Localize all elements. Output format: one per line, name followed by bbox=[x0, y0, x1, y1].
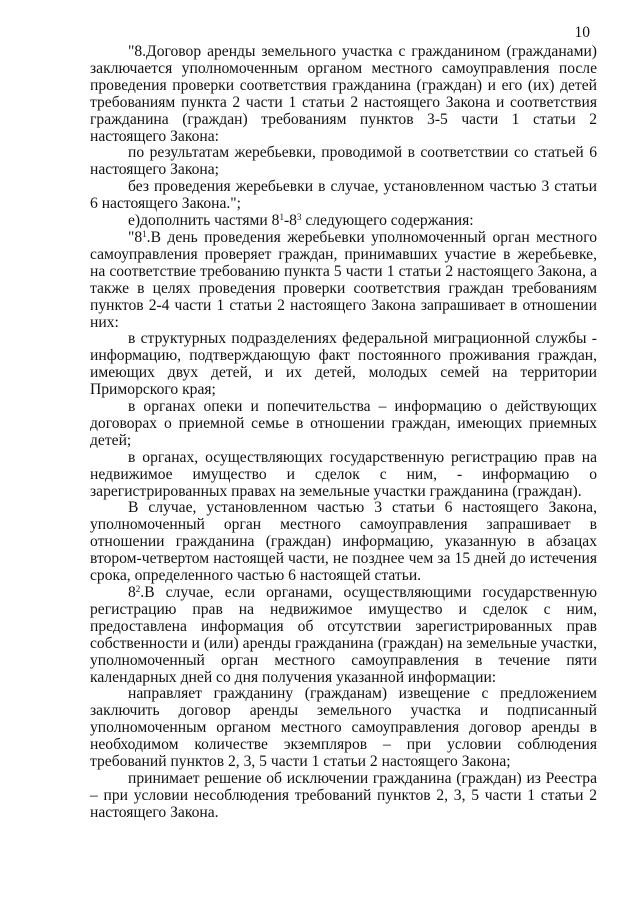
page-number: 10 bbox=[574, 24, 590, 41]
paragraph-lottery-results: по результатам жеребьевки, проводимой в соответствии со статьей 6 настоящего Закона; bbox=[90, 144, 597, 179]
superscript: 1 bbox=[279, 212, 284, 223]
superscript: 1 bbox=[142, 228, 147, 239]
paragraph-registration-bodies: в органах, осуществляющих государственную регистрацию прав на недвижимое имущество и сделок с ним, - информацию о зарегистрированных правах на земельные участки гражданина (граждан). bbox=[90, 448, 597, 500]
paragraph-exclusion-decision: принимает решение об исключении гражданина (граждан) из Реестра – при условии несоблюдения требований пунктов 2, 3, 5 части 1 статьи 2 настоящего Закона. bbox=[90, 769, 597, 821]
text-fragment: 8 bbox=[128, 584, 136, 601]
paragraph-part-3-case: В случае, установленном частью 3 статьи 6 настоящего Закона, уполномоченный орган местного самоуправления запрашивает в отношении гражданина (граждан) информацию, указанную в абзацах втором-четвертом настоящей части, не позднее чем за 15 дней до истечения срока, определенного частью 6 настоящей статьи. bbox=[90, 499, 597, 585]
text-fragment: следующего содержания: bbox=[301, 212, 474, 230]
superscript: 3 bbox=[296, 212, 302, 223]
paragraph-part-8-1 bbox=[90, 230, 597, 331]
text-fragment: е)дополнить частями 8 bbox=[128, 212, 280, 230]
text-fragment: "8 bbox=[128, 228, 143, 246]
text-fragment: -8 bbox=[283, 212, 297, 230]
document-body bbox=[90, 44, 597, 822]
paragraph-migration-service: в структурных подразделениях федеральной миграционной службы - информацию, подтверждающую факт постоянного проживания граждан, имеющих двух детей, и их детей, молодых семей на территории Приморского края; bbox=[90, 330, 597, 399]
text-fragment: .В день проведения жеребьевки уполномоченный орган местного самоуправления проверяет граждан, принимавших участие в жеребьевке, на соответствие требованию пункта 5 части 1 статьи 2 настоящего Закона, а также в целях проведения проверки соответствия граждан требованиям пунктов 2-4 части 1 статьи 2 настоящего Закона запрашивает в отношении них: bbox=[90, 228, 597, 331]
paragraph-without-lottery: без проведения жеребьевки в случае, установленном частью 3 статьи 6 настоящего Закона."; bbox=[90, 178, 597, 213]
text-fragment: .В случае, если органами, осуществляющими государственную регистрацию прав на недвижимое имущество и сделок с ним, предоставлена информация об отсутствии зарегистрированных прав собственности и (или) аренды гражданина (граждан) на земельные участки, уполномоченный орган местного самоуправления в течение пяти календарных дней со дня получения указанной информации: bbox=[90, 584, 597, 686]
paragraph-part-8-2 bbox=[90, 585, 597, 686]
paragraph-part-8: "8.Договор аренды земельного участка с гражданином (гражданами) заключается уполномоченным органом местного самоуправления после проведения проверки соответствия гражданина (граждан) и его (их) детей требованиям пункта 2 части 1 статьи 2 настоящего Закона и соответствия гражданина (граждан) требованиям пунктов 3-5 части 1 статьи 2 настоящего Закона: bbox=[90, 43, 597, 145]
superscript: 2 bbox=[135, 584, 141, 594]
paragraph-amendment-e bbox=[90, 213, 597, 230]
paragraph-guardianship: в органах опеки и попечительства – информацию о действующих договорах о приемной семье в отношении граждан, имеющих приемных детей; bbox=[90, 398, 597, 449]
paragraph-sends-notice: направляет гражданину (гражданам) извещение с предложением заключить договор аренды земельного участка и подписанный уполномоченным органом местного самоуправления договор аренды в необходимом количестве экземпляров – при условии соблюдения требований пунктов 2, 3, 5 части 1 статьи 2 настоящего Закона; bbox=[90, 685, 597, 771]
